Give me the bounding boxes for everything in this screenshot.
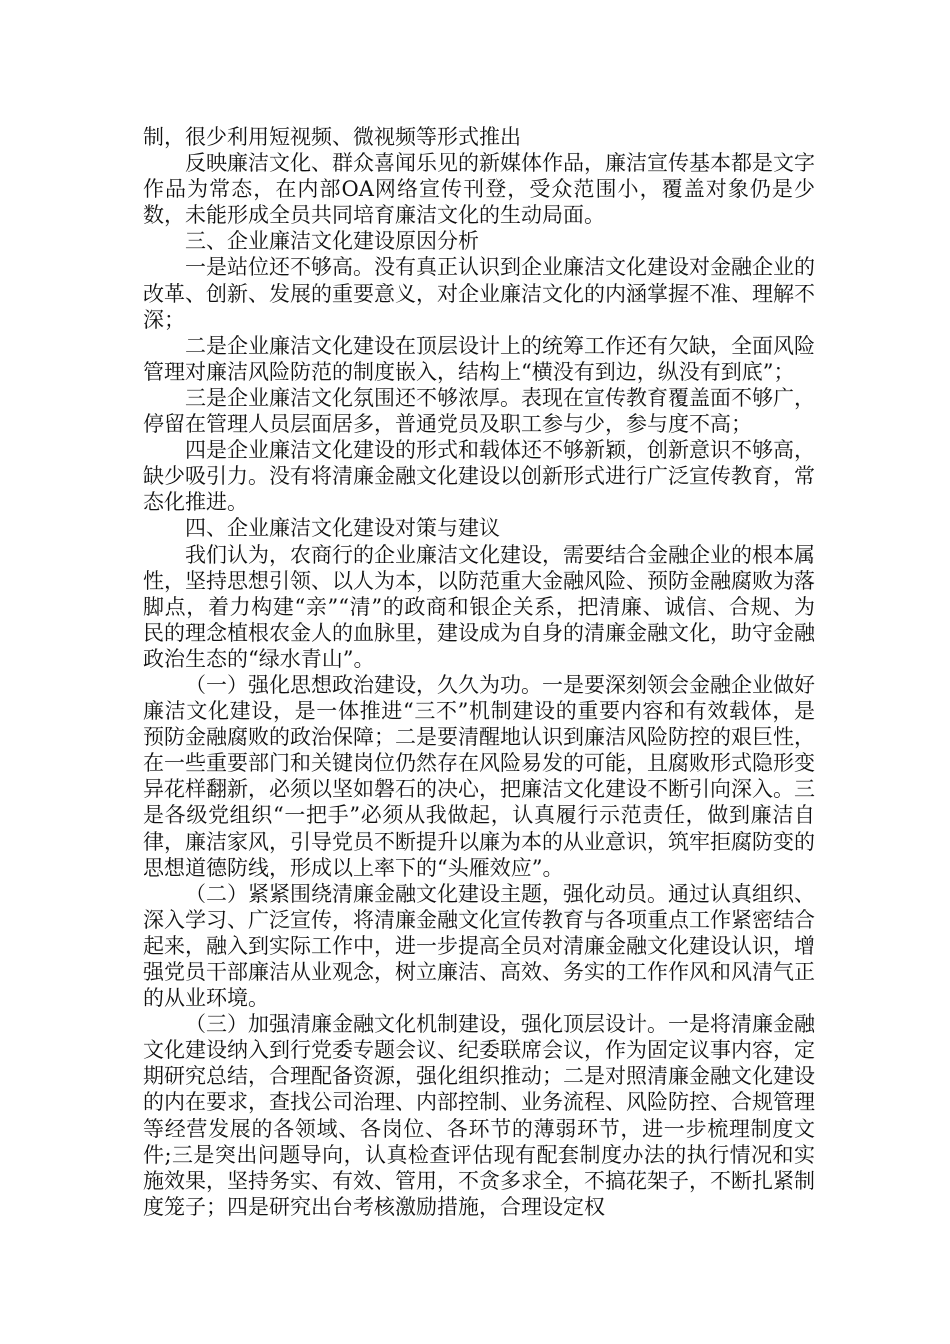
paragraph-body: 四是企业廉洁文化建设的形式和载体还不够新颖，创新意识不够高，缺少吸引力。没有将清廉金融文化建设以创新形式进行广泛宣传教育，常态化推进。 [143, 438, 815, 515]
paragraph-body: 反映廉洁文化、群众喜闻乐见的新媒体作品，廉洁宣传基本都是文字作品为常态，在内部OA网络宣传刊登，受众范围小，覆盖对象仍是少数，未能形成全员共同培育廉洁文化的生动局面。 [143, 151, 815, 228]
paragraph-body: 二是企业廉洁文化建设在顶层设计上的统筹工作还有欠缺，全面风险管理对廉洁风险防范的制度嵌入，结构上“横没有到边，纵没有到底”； [143, 333, 815, 384]
section-heading-4: 四、企业廉洁文化建设对策与建议 [185, 516, 500, 541]
paragraph-body: 三是企业廉洁文化氛围还不够浓厚。表现在宣传教育覆盖面不够广，停留在管理人员层面居多，普通党员及职工参与少，参与度不高； [143, 385, 815, 437]
paragraph-body: 我们认为，农商行的企业廉洁文化建设，需要结合金融企业的根本属性，坚持思想引领、以人为本，以防范重大金融风险、预防金融腐败为落脚点，着力构建“亲”“清”的政商和银企关系，把清廉、诚信、合规、为民的理念植根农金人的血脉里，建设成为自身的清廉金融文化，助守金融政治生态的“绿水青山”。 [143, 542, 815, 671]
paragraph-body: 一是站位还不够高。没有真正认识到企业廉洁文化建设对金融企业的改革、创新、发展的重要意义，对企业廉洁文化的内涵掌握不准、理解不深； [143, 255, 815, 332]
section-heading-3: 三、企业廉洁文化建设原因分析 [185, 229, 479, 254]
paragraph-measure-3: （三）加强清廉金融文化机制建设，强化顶层设计。一是将清廉金融文化建设纳入到行党委专题会议、纪委联席会议，作为固定议事内容，定期研究总结，合理配备资源，强化组织推动；二是对照清廉金融文化建设的内在要求，查找公司治理、内部控制、业务流程、风险防控、合规管理等经营发展的各领域、各岗位、各环节的薄弱环节，进一步梳理制度文件;三是突出问题导向，认真检查评估现有配套制度办法的执行情况和实施效果，坚持务实、有效、管用，不贪多求全，不搞花架子，不断扎紧制度笼子；四是研究出台考核激励措施，合理设定权 [143, 1012, 815, 1219]
paragraph-measure-2: （二）紧紧围绕清廉金融文化建设主题，强化动员。通过认真组织、深入学习、广泛宣传，将清廉金融文化宣传教育与各项重点工作紧密结合起来，融入到实际工作中，进一步提高全员对清廉金融文化建设认识，增强党员干部廉洁从业观念，树立廉洁、高效、务实的工作作风和风清气正的从业环境。 [143, 881, 815, 1011]
paragraph-continuation: 制，很少利用短视频、微视频等形式推出 [143, 125, 521, 149]
paragraph-measure-1: （一）强化思想政治建设，久久为功。一是要深刻领会金融企业做好廉洁文化建设，是一体推进“三不”机制建设的重要内容和有效载体，是预防金融腐败的政治保障；二是要清醒地认识到廉洁风险防控的艰巨性，在一些重要部门和关键岗位仍然存在风险易发的可能，且腐败形式隐形变异花样翻新，必须以坚如磐石的决心，把廉洁文化建设不断引向深入。三是各级党组织“一把手”必须从我做起，认真履行示范责任，做到廉洁自律，廉洁家风，引导党员不断提升以廉为本的从业意识，筑牢拒腐防变的思想道德防线，形成以上率下的“头雁效应”。 [143, 672, 815, 880]
document-page [143, 124, 815, 1220]
